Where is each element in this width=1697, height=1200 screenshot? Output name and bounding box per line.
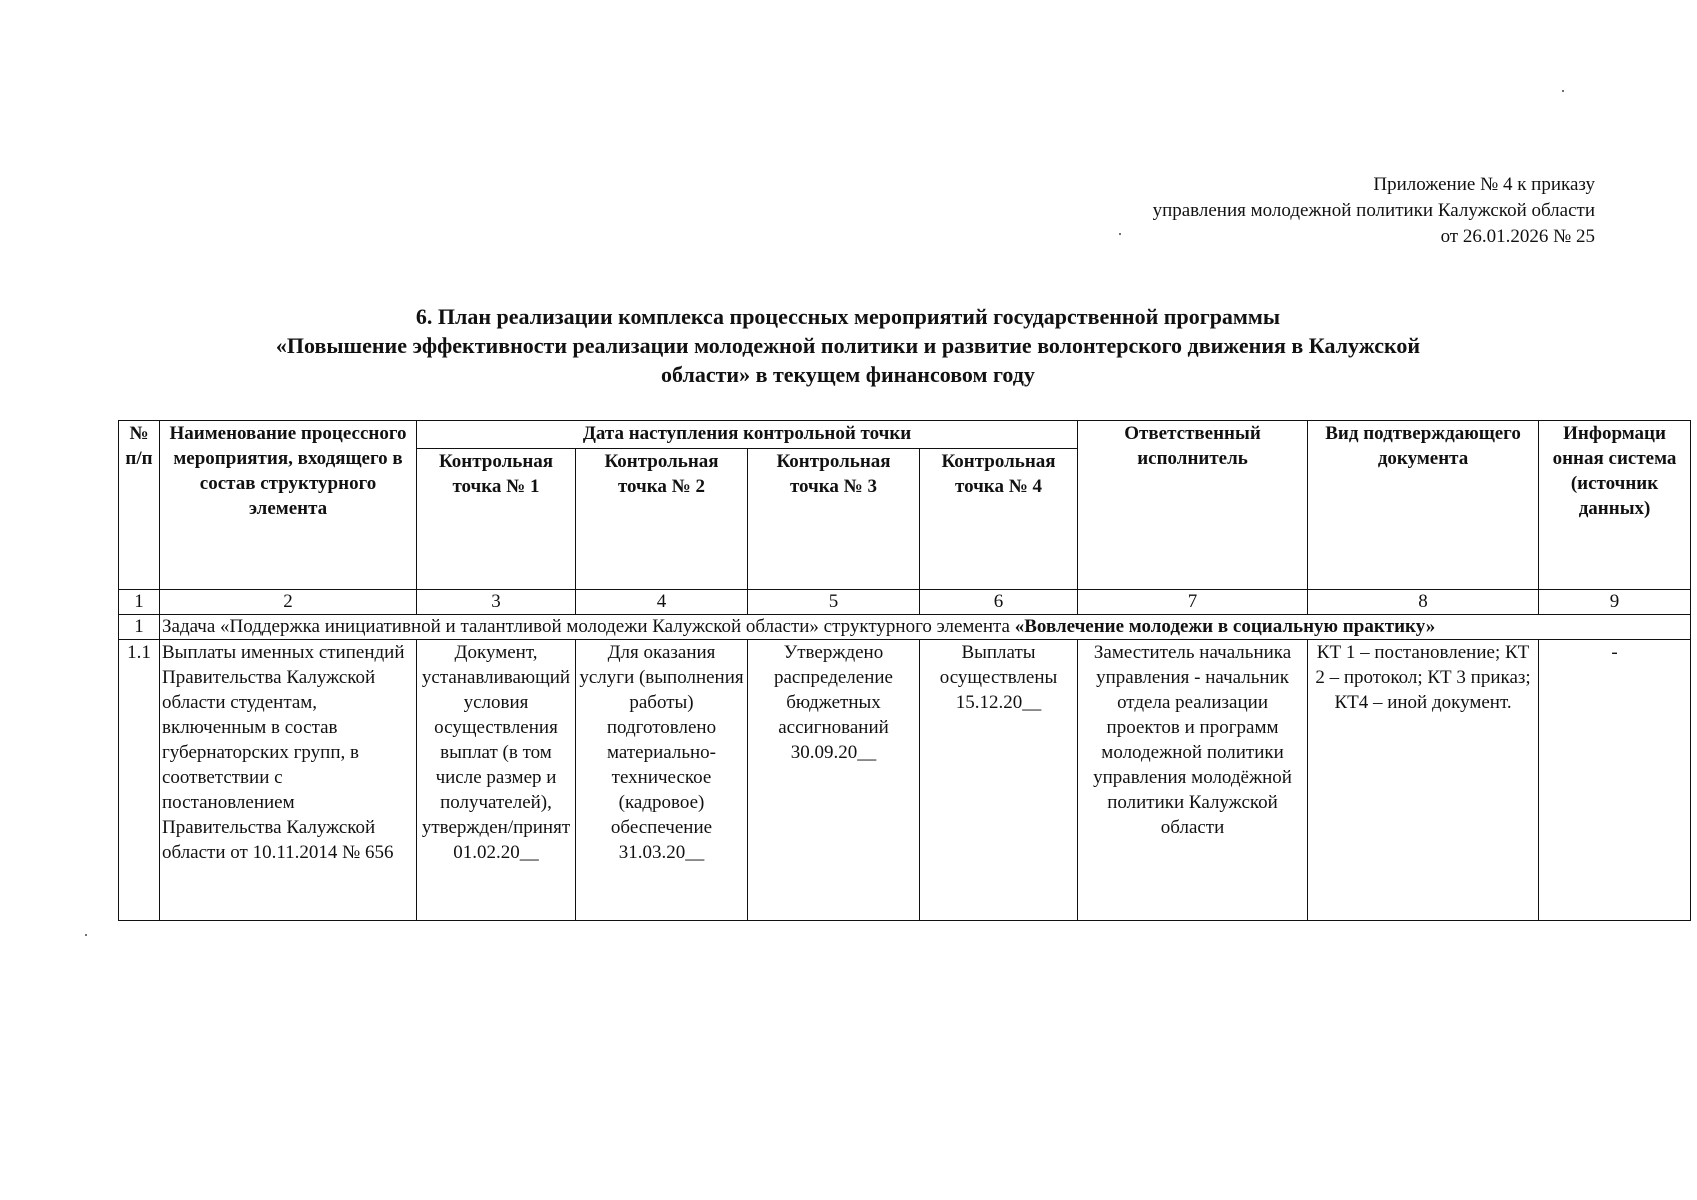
header-cp1: Контрольная точка № 1 bbox=[417, 449, 576, 590]
table-row bbox=[119, 640, 1691, 921]
column-number: 1 bbox=[119, 590, 160, 615]
row-num: 1.1 bbox=[119, 640, 160, 921]
appendix-line-2: управления молодежной политики Калужской области bbox=[1152, 200, 1595, 221]
header-num: № п/п bbox=[119, 421, 160, 590]
appendix-line-1: Приложение № 4 к приказу bbox=[1373, 174, 1595, 195]
header-row-1 bbox=[119, 421, 1691, 449]
column-numbers-row bbox=[119, 590, 1691, 615]
header-name: Наименование процессного мероприятия, входящего в состав структурного элемента bbox=[160, 421, 417, 590]
row-responsible: Заместитель начальника управления - начальник отдела реализации проектов и программ молодежной политики управления молодёжной политики Калужской области bbox=[1078, 640, 1308, 921]
row-name: Выплаты именных стипендий Правительства Калужской области студентам, включенным в состав губернаторских групп, в соответствии с постановлением Правительства Калужской области от 10.11.2014 № 656 bbox=[160, 640, 417, 921]
header-cp2: Контрольная точка № 2 bbox=[576, 449, 748, 590]
task-text-bold: «Вовлечение молодежи в социальную практику» bbox=[1014, 616, 1436, 637]
title-line-3: области» в текущем финансовом году bbox=[661, 362, 1035, 387]
column-number: 7 bbox=[1078, 590, 1308, 615]
header-cp3: Контрольная точка № 3 bbox=[748, 449, 920, 590]
column-number: 6 bbox=[920, 590, 1078, 615]
scan-speck bbox=[1119, 233, 1121, 235]
header-date-group: Дата наступления контрольной точки bbox=[417, 421, 1078, 449]
row-cp2: Для оказания услуги (выполнения работы) подготовлено материально-техническое (кадровое) обеспечение 31.03.20__ bbox=[576, 640, 748, 921]
scan-speck bbox=[85, 934, 87, 936]
task-text bbox=[160, 615, 1691, 640]
header-cp4: Контрольная точка № 4 bbox=[920, 449, 1078, 590]
column-number: 2 bbox=[160, 590, 417, 615]
header-responsible: Ответственный исполнитель bbox=[1078, 421, 1308, 590]
column-number: 3 bbox=[417, 590, 576, 615]
task-num: 1 bbox=[119, 615, 160, 640]
column-number: 8 bbox=[1308, 590, 1539, 615]
column-number: 4 bbox=[576, 590, 748, 615]
title-line-1: 6. План реализации комплекса процессных мероприятий государственной программы bbox=[415, 304, 1281, 329]
column-number: 5 bbox=[748, 590, 920, 615]
appendix-block bbox=[1153, 172, 1595, 250]
document-title bbox=[118, 302, 1578, 389]
column-number: 9 bbox=[1539, 590, 1691, 615]
title-line-2: «Повышение эффективности реализации молодежной политики и развитие волонтерского движения в Калужской bbox=[275, 333, 1421, 358]
row-cp3: Утверждено распределение бюджетных ассигнований 30.09.20__ bbox=[748, 640, 920, 921]
task-row bbox=[119, 615, 1691, 640]
header-info-system: Информаци онная система (источник данных) bbox=[1539, 421, 1691, 590]
scan-speck bbox=[1562, 90, 1564, 92]
row-doc-type: КТ 1 – постановление; КТ 2 – протокол; КТ 3 приказ; КТ4 – иной документ. bbox=[1308, 640, 1539, 921]
task-text-regular: Задача «Поддержка инициативной и талантливой молодежи Калужской области» структурного элемента bbox=[162, 616, 1015, 637]
row-cp1: Документ, устанавливающий условия осуществления выплат (в том числе размер и получателей), утвержден/принят 01.02.20__ bbox=[417, 640, 576, 921]
row-cp4: Выплаты осуществлены 15.12.20__ bbox=[920, 640, 1078, 921]
plan-table bbox=[118, 420, 1691, 921]
appendix-line-3: от 26.01.2026 № 25 bbox=[1440, 226, 1595, 247]
header-doc-type: Вид подтверждающего документа bbox=[1308, 421, 1539, 590]
row-info-system: - bbox=[1539, 640, 1691, 921]
